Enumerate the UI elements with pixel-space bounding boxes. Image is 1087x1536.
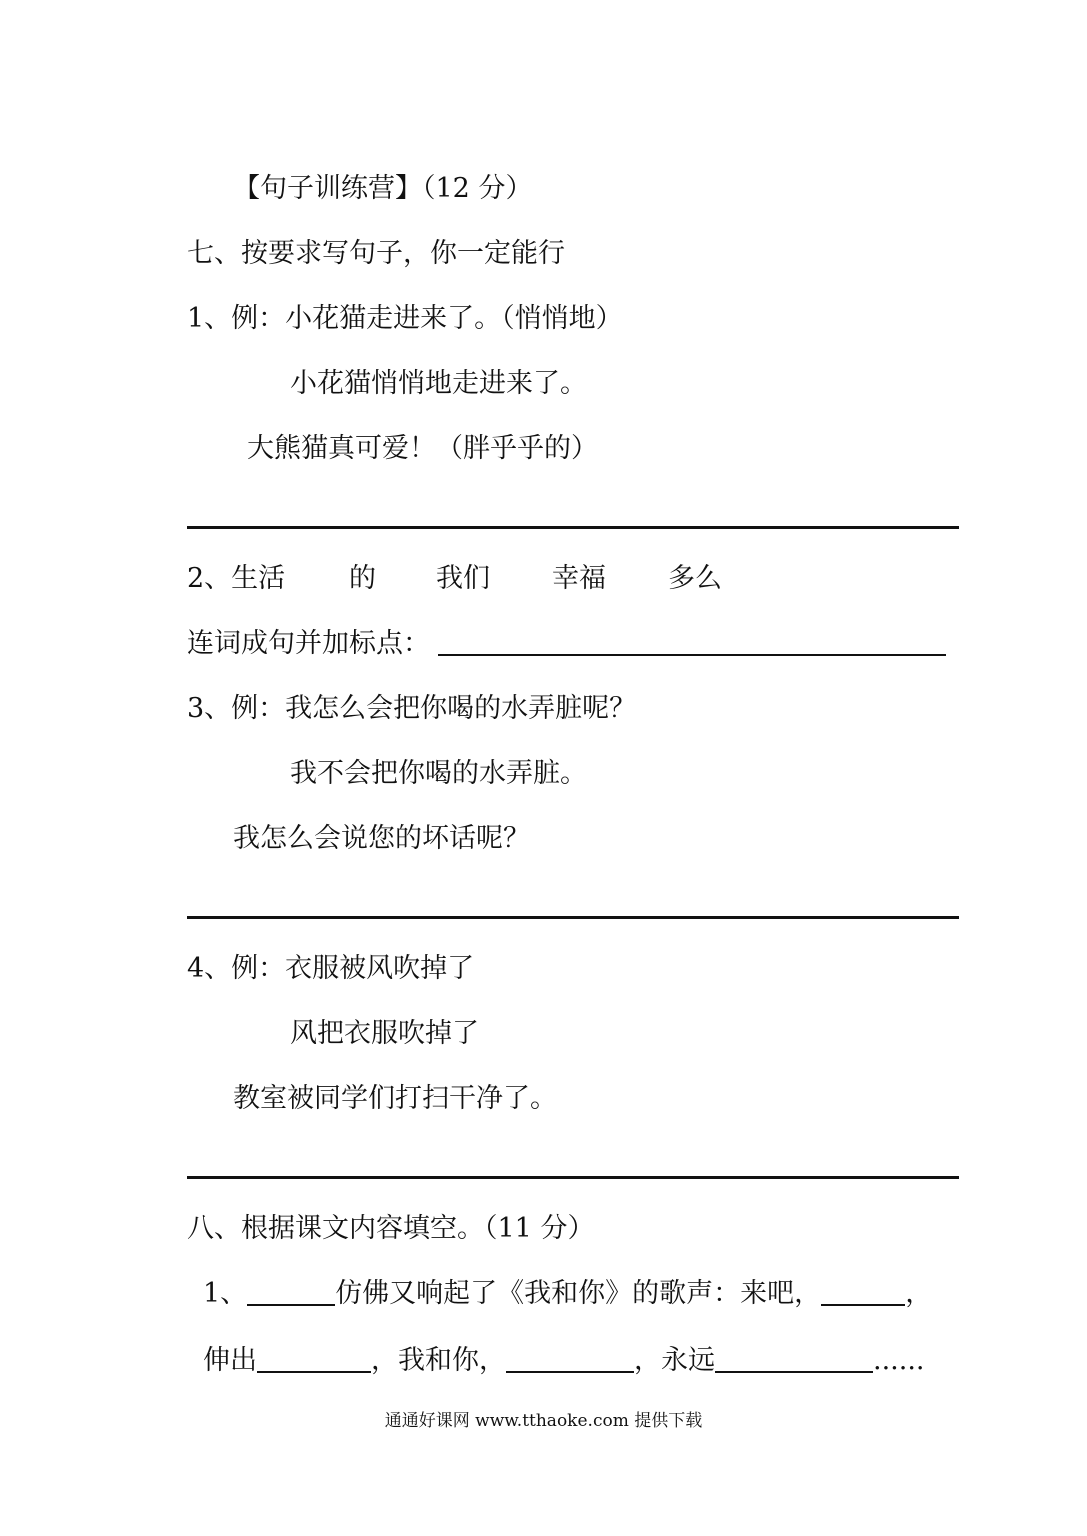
- q2-word: 幸福: [552, 563, 606, 594]
- s8-blank-1[interactable]: [247, 1278, 335, 1306]
- q2-word: 多么: [668, 563, 722, 594]
- q3-answer-line[interactable]: [187, 916, 959, 919]
- s8-q1-comma: ，: [905, 1278, 933, 1309]
- q4-answer-line[interactable]: [187, 1176, 959, 1179]
- s8-blank-4[interactable]: [506, 1345, 634, 1373]
- q1-answer-line[interactable]: [187, 526, 959, 529]
- q3-example: 3、例：我怎么会把你喝的水弄脏呢？: [187, 693, 637, 724]
- q3-answer: 我不会把你喝的水弄脏。: [290, 758, 587, 789]
- sentence-camp-title: 【句子训练营】（12 分）: [233, 173, 533, 204]
- s8-q1-text1: 仿佛又响起了《我和你》的歌声：来吧，: [335, 1278, 822, 1309]
- q2-answer-blank[interactable]: [438, 628, 946, 656]
- q2-instruction-row: [187, 627, 946, 661]
- q1-example: 1、例：小花猫走进来了。（悄悄地）: [187, 303, 623, 334]
- section8-heading: 八、根据课文内容填空。（11 分）: [187, 1213, 595, 1244]
- s8-q1-ellipsis: ......: [873, 1345, 925, 1376]
- q4-answer: 风把衣服吹掉了: [290, 1018, 479, 1049]
- s8-q1-line2-start: 伸出: [203, 1345, 257, 1376]
- q2-word: 的: [349, 563, 376, 594]
- q4-example: 4、例：衣服被风吹掉了: [187, 953, 475, 984]
- s8-q1-text3: ，永远: [634, 1345, 715, 1376]
- page-footer: 通通好课网 www.tthaoke.com 提供下载: [384, 1411, 703, 1431]
- s8-blank-2[interactable]: [821, 1278, 905, 1306]
- q2-label: 2、生活: [187, 563, 286, 594]
- q3-task: 我怎么会说您的坏话呢？: [233, 823, 530, 854]
- q2-words-row: [187, 562, 787, 596]
- s8-q1-line2: [203, 1344, 925, 1378]
- s8-q1-prefix: 1、: [203, 1278, 248, 1309]
- s8-blank-3[interactable]: [257, 1345, 371, 1373]
- q1-answer: 小花猫悄悄地走进来了。: [290, 368, 587, 399]
- s8-q1-text2: ，我和你，: [371, 1345, 506, 1376]
- q2-word: 我们: [436, 563, 490, 594]
- section7-heading: 七、按要求写句子，你一定能行: [187, 238, 565, 269]
- q4-task: 教室被同学们打扫干净了。: [233, 1083, 557, 1114]
- q1-task: 大熊猫真可爱！（胖乎乎的）: [247, 433, 598, 464]
- q2-instruction: 连词成句并加标点：: [187, 628, 430, 659]
- s8-q1-line1: [203, 1277, 932, 1311]
- s8-blank-5[interactable]: [715, 1345, 873, 1373]
